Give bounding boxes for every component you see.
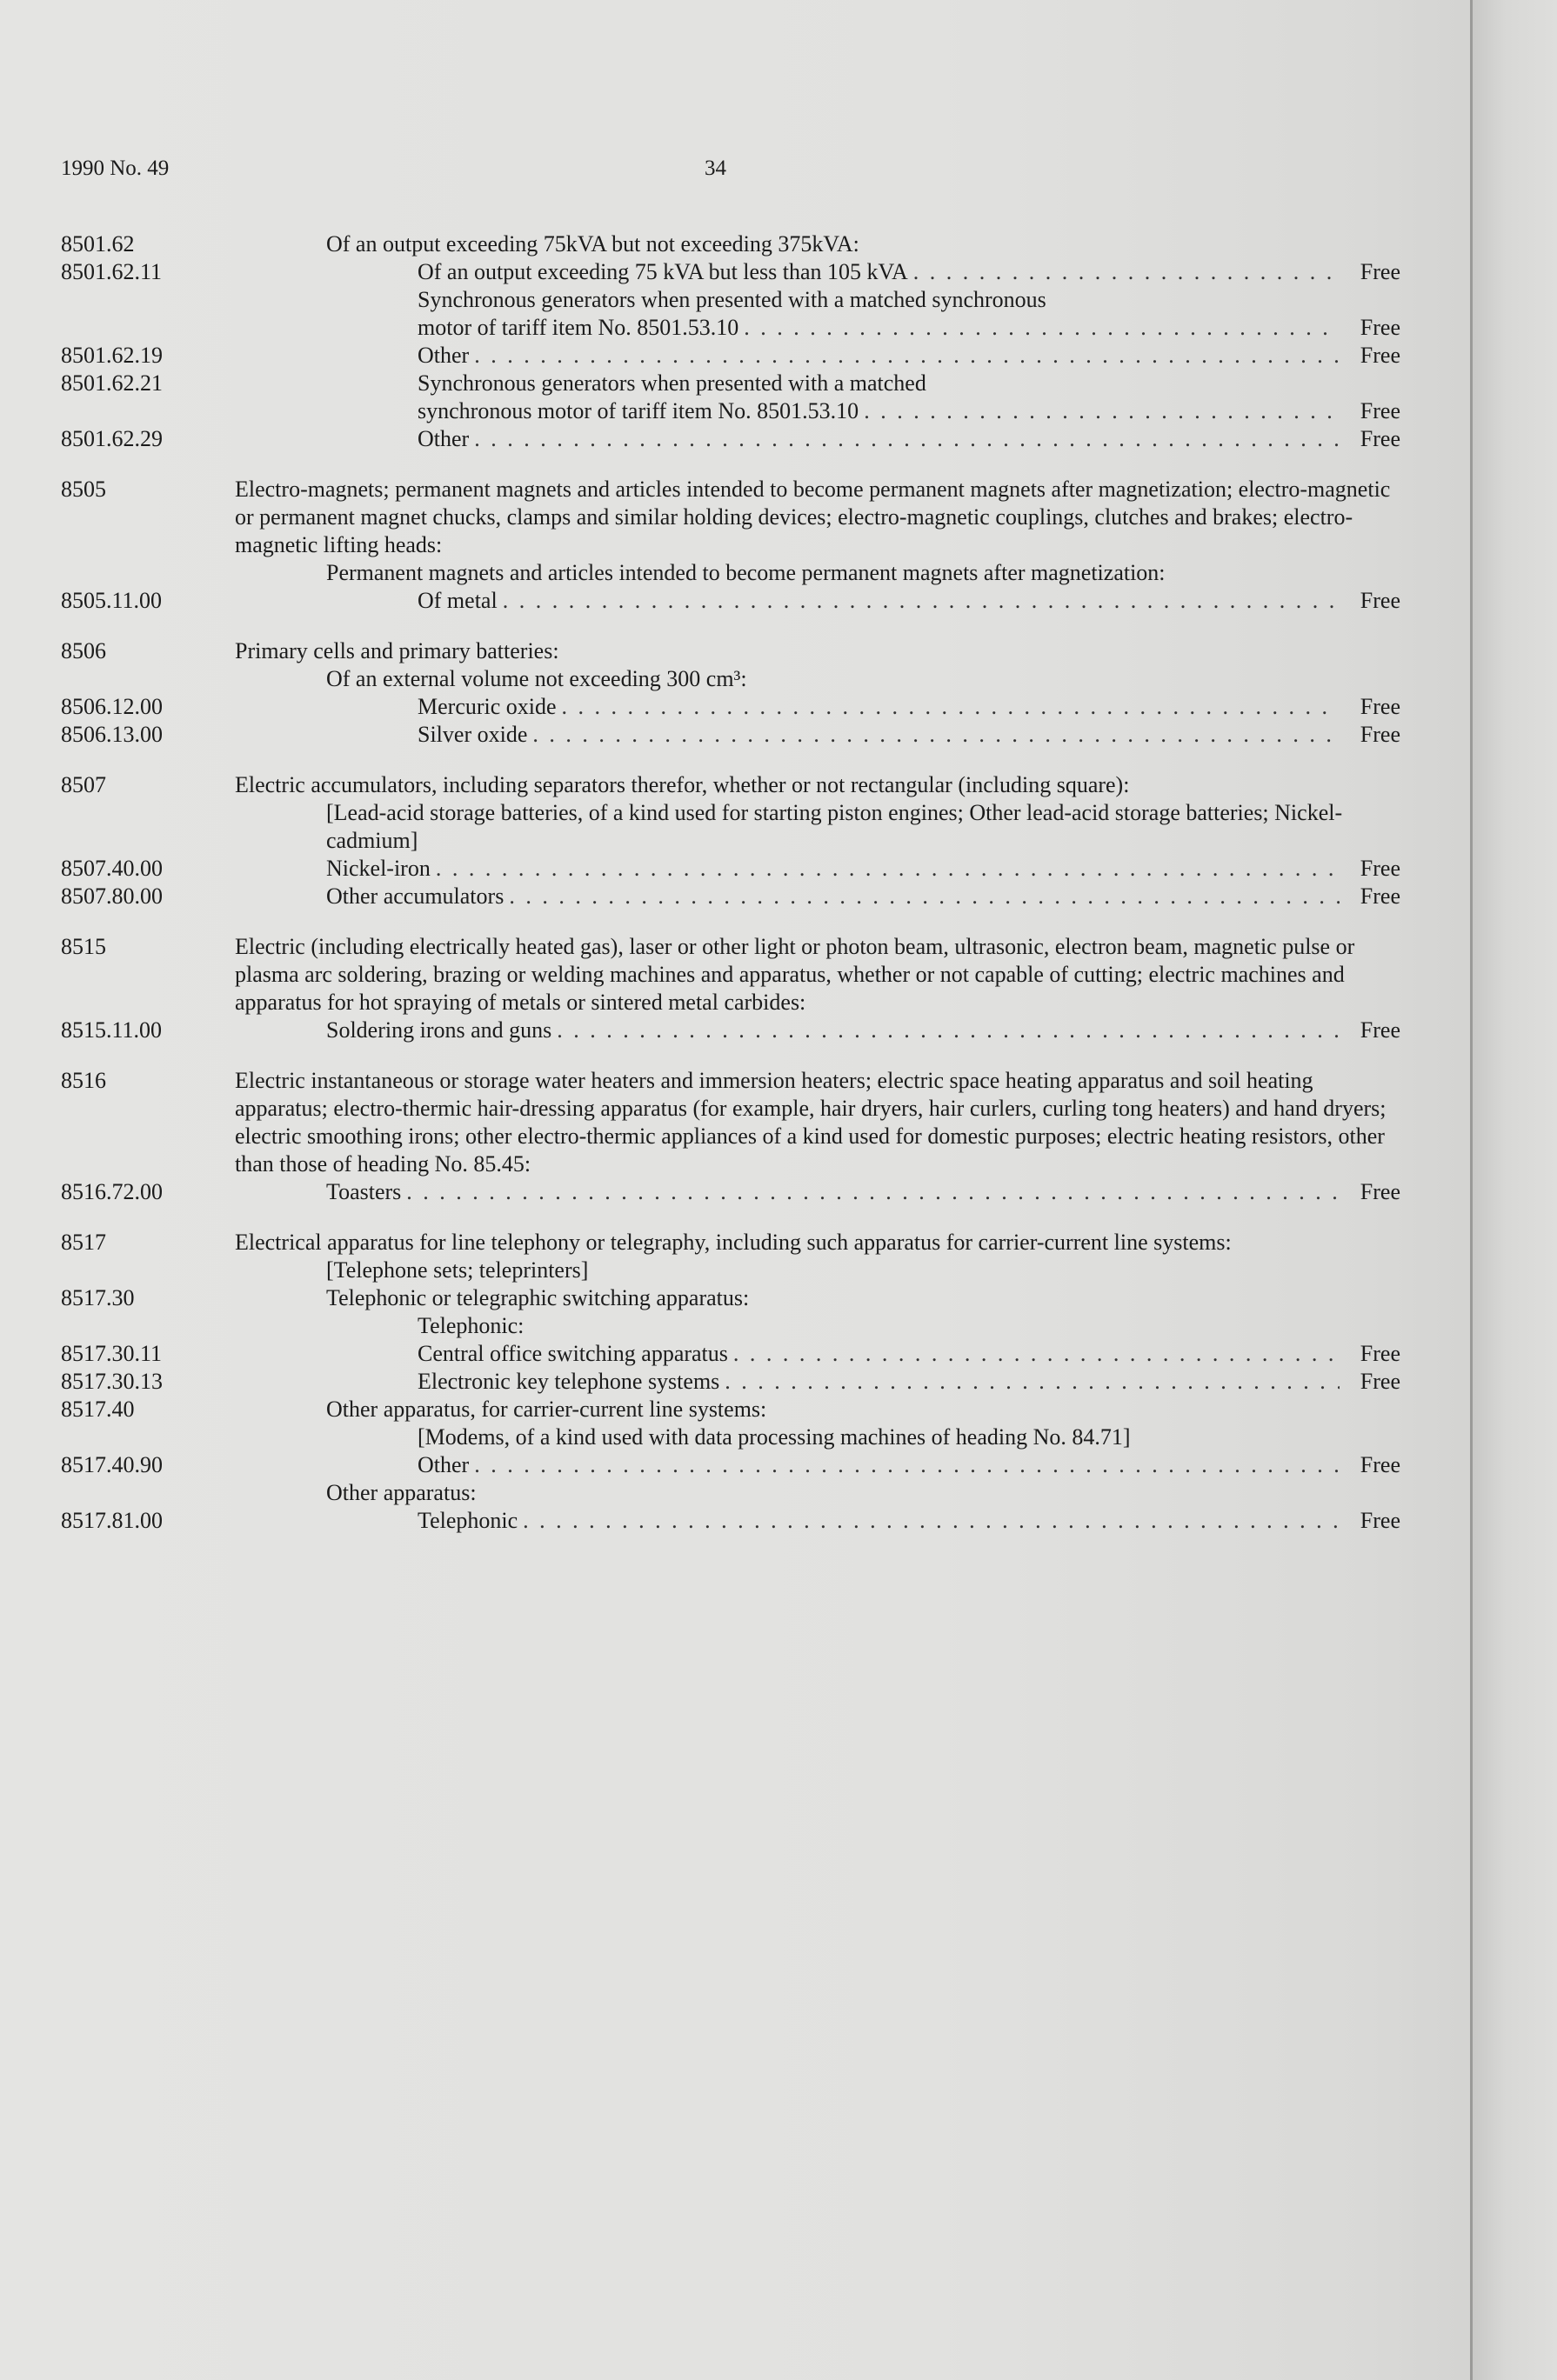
tariff-entry [61,637,1400,665]
tariff-description: Other apparatus: [326,1480,477,1505]
tariff-entry [61,425,1400,453]
tariff-description: Telephonic: [418,1313,525,1338]
tariff-entry [61,230,1400,258]
tariff-entry [61,1340,1400,1368]
dot-leader [474,425,1340,453]
duty-rate: Free [1360,588,1400,613]
tariff-description: Permanent magnets and articles intended to become permanent magnets after magnetization: [326,560,1166,585]
tariff-code: 8505.11.00 [61,588,163,613]
tariff-entry [61,258,1400,286]
duty-rate: Free [1360,1341,1400,1366]
tariff-entry [61,1284,1400,1312]
tariff-entry [61,1178,1400,1206]
tariff-description: Silver oxide [418,722,528,747]
tariff-code: 8501.62 [61,231,135,257]
tariff-description: Other [418,343,470,368]
tariff-description: Central office switching apparatus [418,1341,728,1366]
duty-rate: Free [1360,398,1400,423]
duty-rate: Free [1360,722,1400,747]
tariff-description: motor of tariff item No. 8501.53.10 [418,315,739,340]
tariff-description: Electric (including electrically heated gas), laser or other light or photon beam, ultrasonic, electron beam, magnetic pulse or plasma arc soldering, brazing or welding machines and apparatus, whether or not capable of cutting; electric machines and apparatus for hot spraying of metals or sintered metal carbides: [235,934,1355,1015]
tariff-code: 8517.30 [61,1285,135,1310]
tariff-description: Other [418,426,470,451]
tariff-entry [61,1479,1400,1507]
tariff-entry [61,476,1400,559]
tariff-entry [61,721,1400,749]
tariff-code: 8501.62.21 [61,370,163,396]
tariff-entry [61,799,1400,855]
tariff-description: Telephonic or telegraphic switching apparatus: [326,1285,750,1310]
tariff-description: Of an output exceeding 75 kVA but less than 105 kVA [418,259,908,284]
duty-rate: Free [1360,1017,1400,1043]
tariff-code: 8516 [61,1068,106,1093]
tariff-entry [61,771,1400,799]
tariff-code: 8517.40 [61,1397,135,1422]
tariff-code: 8515.11.00 [61,1017,163,1043]
tariff-description: Electro-magnets; permanent magnets and articles intended to become permanent magnets after magnetization; electro-magnetic or permanent magnet chucks, clamps and similar holding devices; electro-magnetic couplings, clutches and brakes; electro-magnetic lifting heads: [235,477,1391,557]
tariff-entry [61,1368,1400,1396]
section-gap [61,1044,1400,1067]
tariff-entry [61,1017,1400,1044]
duty-rate: Free [1360,1452,1400,1477]
tariff-code: 8506 [61,638,106,663]
tariff-entry [61,1229,1400,1257]
tariff-code: 8506.13.00 [61,722,163,747]
section-gap [61,453,1400,476]
dot-leader [913,258,1340,286]
duty-rate: Free [1360,315,1400,340]
tariff-entry [61,559,1400,587]
tariff-entry [61,1423,1400,1451]
tariff-description: [Lead-acid storage batteries, of a kind used for starting piston engines; Other lead-acid storage batteries; Nickel-cadmium] [326,800,1343,853]
tariff-entry [61,314,1400,342]
tariff-entry [61,855,1400,883]
dot-leader [733,1340,1340,1368]
tariff-code: 8501.62.29 [61,426,163,451]
section-gap [61,749,1400,771]
duty-rate: Free [1360,1179,1400,1204]
duty-rate: Free [1360,856,1400,881]
tariff-description: Telephonic [418,1508,518,1533]
tariff-entry [61,370,1400,397]
tariff-entry [61,883,1400,910]
tariff-entry [61,665,1400,693]
tariff-description: Other [418,1452,470,1477]
dot-leader [474,342,1340,370]
tariff-entry [61,342,1400,370]
tariff-description: Synchronous generators when presented with a matched [418,370,926,396]
dot-leader [562,693,1340,721]
tariff-schedule [61,230,1400,1535]
duty-rate: Free [1360,694,1400,719]
dot-leader [509,883,1340,910]
page-number: 34 [705,157,726,180]
tariff-code: 8501.62.11 [61,259,163,284]
dot-leader [474,1451,1340,1479]
duty-rate: Free [1360,426,1400,451]
tariff-entry [61,1507,1400,1535]
dot-leader [725,1368,1340,1396]
dot-leader [523,1507,1340,1535]
tariff-description: Nickel-iron [326,856,431,881]
tariff-description: Electric accumulators, including separators therefor, whether or not rectangular (including square): [235,772,1130,797]
tariff-description: Of an output exceeding 75kVA but not exceeding 375kVA: [326,231,859,257]
dot-leader [557,1017,1340,1044]
tariff-code: 8517 [61,1230,106,1255]
binding-shadow [1473,0,1557,2380]
tariff-code: 8517.30.13 [61,1369,163,1394]
tariff-description: Other apparatus, for carrier-current line systems: [326,1397,767,1422]
tariff-entry [61,1396,1400,1423]
tariff-code: 8505 [61,477,106,502]
tariff-entry [61,693,1400,721]
tariff-code: 8506.12.00 [61,694,163,719]
tariff-code: 8507 [61,772,106,797]
duty-rate: Free [1360,883,1400,909]
tariff-code: 8507.80.00 [61,883,163,909]
tariff-description: Toasters [326,1179,402,1204]
tariff-entry [61,1257,1400,1284]
tariff-entry [61,397,1400,425]
tariff-description: Soldering irons and guns [326,1017,552,1043]
tariff-description: [Telephone sets; teleprinters] [326,1257,589,1283]
tariff-description: [Modems, of a kind used with data processing machines of heading No. 84.71] [418,1424,1131,1450]
tariff-description: Of an external volume not exceeding 300 cm³: [326,666,747,691]
page-header [61,157,1392,191]
tariff-entry [61,1451,1400,1479]
tariff-code: 8517.40.90 [61,1452,163,1477]
dot-leader [532,721,1340,749]
section-gap [61,1206,1400,1229]
duty-rate: Free [1360,259,1400,284]
tariff-code: 8517.81.00 [61,1508,163,1533]
dot-leader [744,314,1340,342]
tariff-description: synchronous motor of tariff item No. 8501.53.10 [418,398,859,423]
tariff-description: Primary cells and primary batteries: [235,638,559,663]
section-gap [61,910,1400,933]
tariff-description: Mercuric oxide [418,694,557,719]
tariff-description: Electrical apparatus for line telephony or telegraphy, including such apparatus for carrier-current line systems: [235,1230,1232,1255]
tariff-code: 8516.72.00 [61,1179,163,1204]
tariff-description: Synchronous generators when presented with a matched synchronous [418,287,1046,312]
tariff-code: 8515 [61,934,106,959]
tariff-entry [61,1067,1400,1178]
dot-leader [864,397,1340,425]
tariff-description: Electronic key telephone systems [418,1369,720,1394]
dot-leader [406,1178,1340,1206]
tariff-description: Of metal [418,588,498,613]
duty-rate: Free [1360,1369,1400,1394]
tariff-entry [61,1312,1400,1340]
section-gap [61,615,1400,637]
duty-rate: Free [1360,343,1400,368]
duty-rate: Free [1360,1508,1400,1533]
tariff-code: 8517.30.11 [61,1341,163,1366]
dot-leader [503,587,1340,615]
tariff-entry [61,286,1400,314]
tariff-code: 8501.62.19 [61,343,163,368]
tariff-entry [61,587,1400,615]
gazette-reference: 1990 No. 49 [61,157,170,180]
tariff-code: 8507.40.00 [61,856,163,881]
tariff-description: Electric instantaneous or storage water heaters and immersion heaters; electric space heating apparatus and soil heating apparatus; electro-thermic hair-dressing apparatus (for example, hair dryers, hair curlers, curling tong heaters) and hand dryers; electric smoothing irons; other electro-thermic appliances of a kind used for domestic purposes; electric heating resistors, other than those of heading No. 85.45: [235,1068,1387,1177]
dot-leader [436,855,1340,883]
tariff-description: Other accumulators [326,883,505,909]
tariff-entry [61,933,1400,1017]
binding-edge [1470,0,1473,2380]
